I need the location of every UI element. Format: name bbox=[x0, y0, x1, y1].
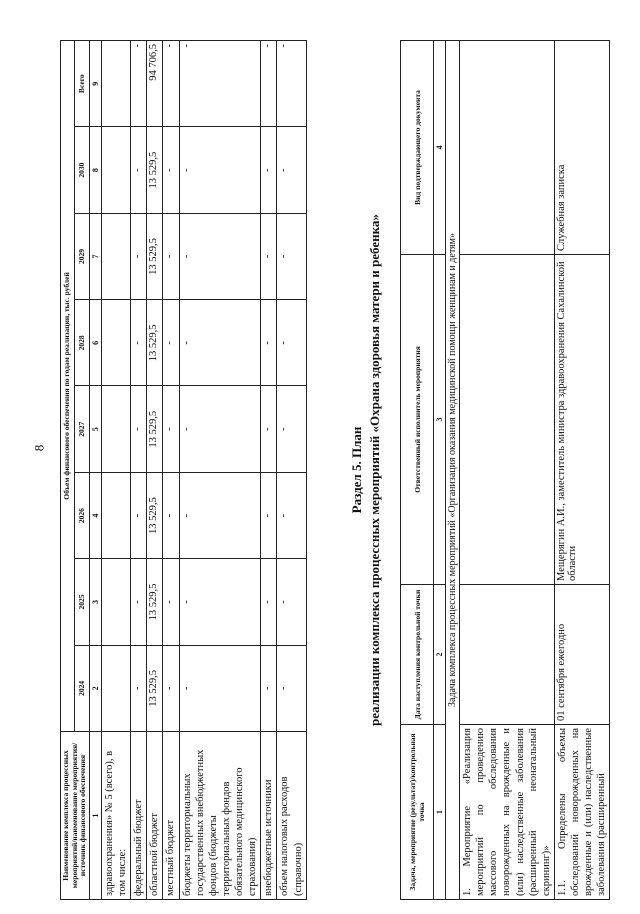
finance-row bbox=[101, 41, 130, 900]
finance-cell: - bbox=[179, 472, 261, 558]
finance-cell: - bbox=[131, 127, 147, 213]
finance-year-header: 2026 bbox=[75, 472, 89, 558]
rotated-page-content bbox=[60, 40, 620, 900]
finance-cell bbox=[101, 386, 130, 472]
finance-row bbox=[163, 41, 179, 900]
plan-row-2-activity: 1.1. Определены объемы обследований новорожденных на врожденные и (или) наследственные заболевания (расширенный bbox=[554, 725, 610, 900]
finance-year-header: 2030 bbox=[75, 127, 89, 213]
plan-row-1-executor bbox=[460, 255, 555, 585]
finance-cell bbox=[101, 41, 130, 127]
finance-cell: - bbox=[261, 127, 277, 213]
finance-col-number: 7 bbox=[89, 213, 101, 299]
finance-cell: - bbox=[179, 300, 261, 386]
finance-cell: - bbox=[131, 559, 147, 645]
finance-cell: - bbox=[179, 41, 261, 127]
finance-row-name: бюджеты территориальных государственных внебюджетных фондов (бюджеты территориальных фондов обязательного медицинского страхования) bbox=[179, 732, 261, 900]
finance-cell: - bbox=[277, 386, 306, 472]
finance-cell: - bbox=[179, 559, 261, 645]
plan-row-2-date: 01 сентября ежегодно bbox=[554, 585, 610, 725]
finance-cell: - bbox=[261, 386, 277, 472]
finance-cell bbox=[101, 472, 130, 558]
section-title-line1: Раздел 5. План bbox=[349, 426, 364, 514]
finance-cell: - bbox=[261, 559, 277, 645]
finance-cell: - bbox=[163, 472, 179, 558]
finance-cell: - bbox=[163, 41, 179, 127]
finance-cell: - bbox=[261, 300, 277, 386]
plan-row-2-document: Служебная записка bbox=[554, 41, 610, 255]
plan-row-1-date bbox=[460, 585, 555, 725]
section-title-line2: реализации комплекса процессных мероприятий «Охрана здоровья матери и ребенка» bbox=[366, 214, 382, 726]
finance-row bbox=[147, 41, 163, 900]
finance-cell: - bbox=[163, 386, 179, 472]
finance-row-name: местный бюджет bbox=[163, 732, 179, 900]
finance-cell: - bbox=[131, 41, 147, 127]
finance-row bbox=[277, 41, 306, 900]
plan-header-document: Вид подтверждающего документа bbox=[401, 41, 434, 255]
finance-cell: - bbox=[179, 127, 261, 213]
finance-row bbox=[131, 41, 147, 900]
finance-col-number: 9 bbox=[89, 41, 101, 127]
finance-cell: - bbox=[131, 645, 147, 731]
page-number: 8 bbox=[31, 444, 47, 452]
section-title bbox=[348, 40, 383, 900]
finance-col-number: 6 bbox=[89, 300, 101, 386]
finance-header-name: Наименование комплекса процессных мероприятий/наименование мероприятия/источник финансового обеспечения bbox=[61, 732, 90, 900]
finance-cell: - bbox=[179, 386, 261, 472]
finance-cell: - bbox=[261, 213, 277, 299]
finance-cell: - bbox=[163, 300, 179, 386]
finance-cell: 13 529,5 bbox=[147, 559, 163, 645]
finance-row-name: здравоохранения» № 5 (всего), в том числе: bbox=[101, 732, 130, 900]
finance-cell: 13 529,5 bbox=[147, 300, 163, 386]
finance-row-name: объем налоговых расходов (справочно) bbox=[277, 732, 306, 900]
finance-cell: - bbox=[131, 300, 147, 386]
finance-cell: - bbox=[277, 213, 306, 299]
finance-cell: - bbox=[261, 41, 277, 127]
finance-cell: - bbox=[179, 213, 261, 299]
plan-col-number: 2 bbox=[434, 585, 446, 725]
finance-table bbox=[60, 40, 307, 900]
finance-cell: - bbox=[163, 559, 179, 645]
finance-cell: - bbox=[131, 472, 147, 558]
finance-header-volume: Объем финансового обеспечения по годам реализации, тыс. рублей bbox=[61, 41, 75, 732]
finance-year-header: 2024 bbox=[75, 645, 89, 731]
finance-cell: 94 706,5 bbox=[147, 41, 163, 127]
finance-year-header: 2025 bbox=[75, 559, 89, 645]
finance-cell: - bbox=[277, 127, 306, 213]
plan-table bbox=[400, 40, 610, 900]
finance-cell bbox=[101, 645, 130, 731]
finance-year-header: Всего bbox=[75, 41, 89, 127]
plan-col-number: 3 bbox=[434, 255, 446, 585]
finance-cell: - bbox=[277, 559, 306, 645]
finance-cell: 13 529,5 bbox=[147, 472, 163, 558]
finance-col-number: 1 bbox=[89, 732, 101, 900]
finance-cell bbox=[101, 559, 130, 645]
plan-col-number: 1 bbox=[434, 725, 446, 900]
finance-cell: - bbox=[163, 213, 179, 299]
plan-row-1-activity: 1. Мероприятие «Реализация мероприятий по проведению массового обследования новорожденных на врожденные и (или) наследственные заболевания (расширенный неонатальный скрининг)» bbox=[460, 725, 555, 900]
finance-cell: - bbox=[277, 472, 306, 558]
finance-row bbox=[261, 41, 277, 900]
finance-col-number: 5 bbox=[89, 386, 101, 472]
finance-col-number: 8 bbox=[89, 127, 101, 213]
finance-cell: - bbox=[277, 41, 306, 127]
finance-cell: - bbox=[163, 645, 179, 731]
finance-cell bbox=[101, 127, 130, 213]
finance-cell: 13 529,5 bbox=[147, 645, 163, 731]
finance-cell: - bbox=[261, 472, 277, 558]
finance-cell: 13 529,5 bbox=[147, 213, 163, 299]
finance-cell: - bbox=[131, 213, 147, 299]
finance-year-header: 2027 bbox=[75, 386, 89, 472]
finance-cell: - bbox=[163, 127, 179, 213]
finance-year-header: 2029 bbox=[75, 213, 89, 299]
finance-col-number: 3 bbox=[89, 559, 101, 645]
finance-cell: - bbox=[277, 300, 306, 386]
finance-cell: - bbox=[179, 645, 261, 731]
finance-cell: - bbox=[261, 645, 277, 731]
finance-cell bbox=[101, 300, 130, 386]
finance-col-number: 4 bbox=[89, 472, 101, 558]
plan-row-2-executor: Мещерягин А.И., заместитель министра здравоохранения Сахалинской области bbox=[554, 255, 610, 585]
finance-row-name: федеральный бюджет bbox=[131, 732, 147, 900]
plan-header-date: Дата наступления контрольной точки bbox=[401, 585, 434, 725]
plan-row-1-document bbox=[460, 41, 555, 255]
plan-header-task: Задача, мероприятие (результат)/контрольная точка bbox=[401, 725, 434, 900]
finance-cell: - bbox=[131, 386, 147, 472]
plan-task-title: Задача комплекса процессных мероприятий «Организация оказания медицинской помощи женщинам и детям» bbox=[446, 41, 460, 900]
finance-cell bbox=[101, 213, 130, 299]
finance-cell: 13 529,5 bbox=[147, 386, 163, 472]
plan-col-number: 4 bbox=[434, 41, 446, 255]
finance-cell: 13 529,5 bbox=[147, 127, 163, 213]
finance-row-name: областной бюджет bbox=[147, 732, 163, 900]
finance-cell: - bbox=[277, 645, 306, 731]
finance-row-name: внебюджетные источники bbox=[261, 732, 277, 900]
plan-header-executor: Ответственный исполнитель мероприятия bbox=[401, 255, 434, 585]
finance-year-header: 2028 bbox=[75, 300, 89, 386]
finance-col-number: 2 bbox=[89, 645, 101, 731]
finance-row bbox=[179, 41, 261, 900]
